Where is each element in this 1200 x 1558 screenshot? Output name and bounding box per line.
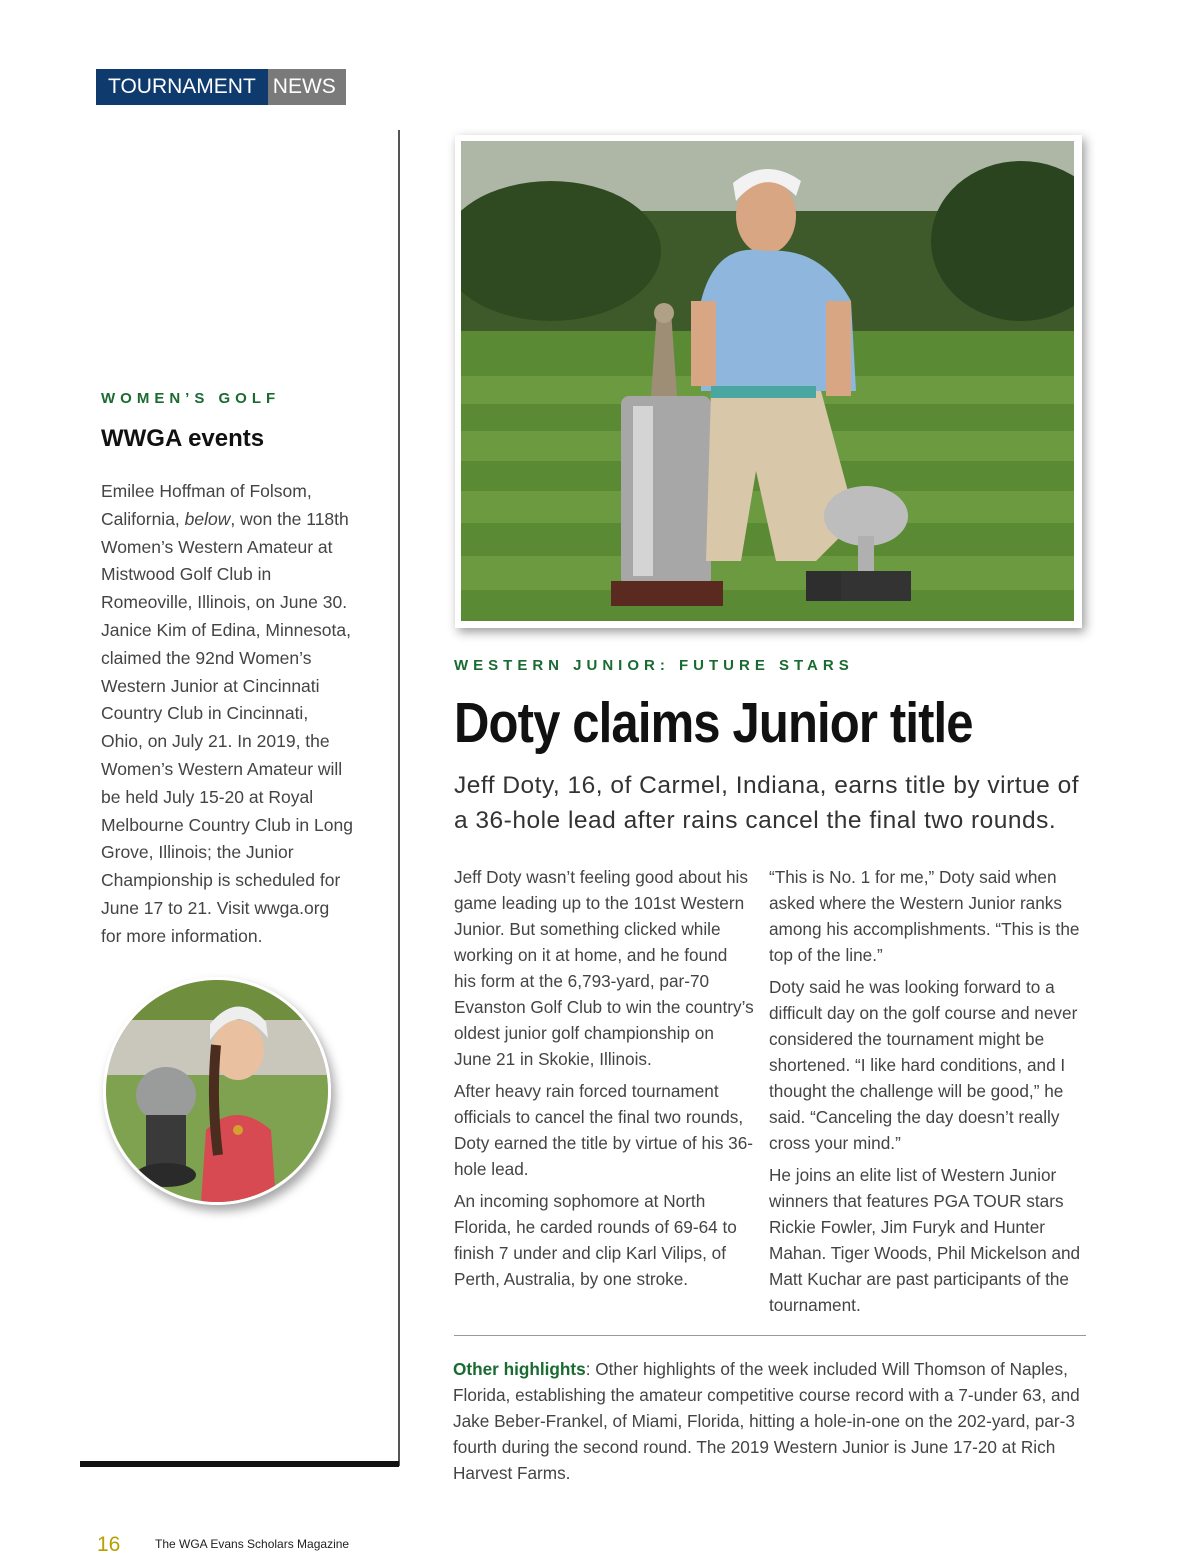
section-tag-tournament: TOURNAMENT xyxy=(96,69,268,105)
sidebar-body-emphasis: below xyxy=(184,508,231,529)
photo-emilee-hoffman xyxy=(103,977,331,1205)
magazine-name: The WGA Evans Scholars Magazine xyxy=(155,1537,350,1551)
section-tag xyxy=(96,69,346,105)
section-tag-news: NEWS xyxy=(268,69,346,105)
sidebar-bottom-rule xyxy=(80,1461,399,1467)
article-kicker: WESTERN JUNIOR: FUTURE STARS xyxy=(454,657,854,674)
sidebar-kicker: WOMEN’S GOLF xyxy=(101,390,281,407)
column-divider xyxy=(398,130,400,1466)
sidebar-title: WWGA events xyxy=(101,425,265,452)
article-dek: Jeff Doty, 16, of Carmel, Indiana, earns title by virtue of a 36-hole lead after rains cancel the final two rounds. xyxy=(454,772,1080,834)
photo-jeff-doty-trophies xyxy=(455,135,1082,628)
sidebar-body: Emilee Hoffman of Folsom, California, below, won the 118th Women’s Western Amateur at Mistwood Golf Club in Romeoville, Illinois, on June 30. Janice Kim of Edina, Minnesota, claimed the 92nd Women’s Western Junior at Cincinnati Country Club in Cincinnati, Ohio, on July 21. In 2019, the Women’s Western Amateur will be held July 15-20 at Royal Melbourne Country Club in Long Grove, Illinois; the Junior Championship is scheduled for June 17 to 21. Visit wwga.org for more information. xyxy=(101,481,353,946)
paragraph: He joins an elite list of Western Junior winners that features PGA TOUR stars Rickie Fowler, Jim Furyk and Hunter Mahan. Tiger Woods, Phil Mickelson and Matt Kuchar are past participants of the tournament. xyxy=(769,1165,1081,1315)
paragraph: An incoming sophomore at North Florida, he carded rounds of 69-64 to finish 7 under and clip Karl Vilips, of Perth, Australia, by one stroke. xyxy=(454,1191,737,1289)
other-highlights xyxy=(453,1356,1093,1486)
article-column-2 xyxy=(769,864,1094,1324)
paragraph: “This is No. 1 for me,” Doty said when asked where the Western Junior ranks among his accomplishments. “This is the top of the line.” xyxy=(769,867,1080,965)
section-divider xyxy=(454,1335,1086,1336)
article-column-1 xyxy=(454,864,754,1298)
highlights-label: Other highlights xyxy=(453,1359,586,1379)
paragraph: After heavy rain forced tournament officials to cancel the final two rounds, Doty earned the title by virtue of his 36-hole lead. xyxy=(454,1081,754,1179)
highlights-text: : Other highlights of the week included Will Thomson of Naples, Florida, establishing the amateur competitive course record with a 7-under 63, and Jake Beber-Frankel, of Miami, Florida, hitting a hole-in-one on the 202-yard, par-3 fourth during the second round. The 2019 Western Junior is June 17-20 at Rich Harvest Farms. xyxy=(453,1359,1080,1483)
article-headline: Doty claims Junior title xyxy=(454,691,973,755)
paragraph: Doty said he was looking forward to a difficult day on the golf course and never considered the tournament might be shortened. “I like hard conditions, and I thought the challenge will be good,” he said. “Canceling the day doesn’t really cross your mind.” xyxy=(769,977,1078,1153)
page-number: 16 xyxy=(97,1533,121,1556)
paragraph: Jeff Doty wasn’t feeling good about his game leading up to the 101st Western Junior. But something clicked while working on it at home, and he found his form at the 6,793-yard, par-70 Evanston Golf Club to win the country’s oldest junior golf championship on June 21 in Skokie, Illinois. xyxy=(454,867,754,1069)
